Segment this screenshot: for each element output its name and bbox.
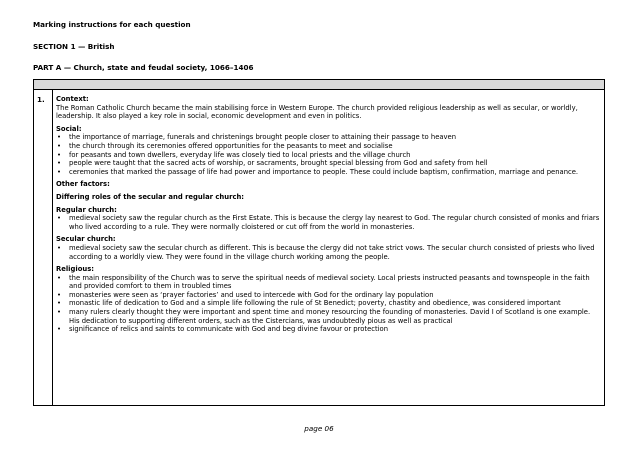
social-list — [56, 133, 602, 176]
social-heading: Social: — [56, 124, 82, 133]
list-item: • medieval society saw the regular church as the First Estate. This is because the clergy lay nearest to God. The regular church consisted of monks and friars who lived according to a rule. They were normally cloistered or cut off from the world in monasteries. — [56, 214, 602, 231]
context-text: The Roman Catholic Church became the main stabilising force in Western Europe. The church provided religious leadership as well as secular, or worldly, leadership. It also played a key role in social, economic development and even in politics. — [56, 103, 578, 121]
regular-church-heading: Regular church: — [56, 205, 117, 214]
list-item: • monastic life of dedication to God and a simple life following the rule of St Benedict; poverty, chastity and obedience, was considered important — [56, 299, 602, 308]
list-item: • for peasants and town dwellers, everyday life was closely tied to local priests and the village church — [56, 151, 602, 160]
doc-title: Marking instructions for each question — [33, 20, 191, 29]
table-header-row — [34, 80, 604, 90]
list-item: • medieval society saw the secular church as different. This is because the clergy did not take strict vows. The secular church consisted of priests who lived according to a worldly view. They were found in the village church working among the people. — [56, 244, 602, 261]
secular-church-list — [56, 244, 602, 261]
other-factors-heading: Other factors: — [56, 180, 110, 189]
question-content — [56, 95, 602, 334]
secular-church-heading: Secular church: — [56, 235, 116, 244]
part-heading: PART A — Church, state and feudal society, 1066–1406 — [33, 63, 254, 72]
list-item: • many rulers clearly thought they were important and spent time and money resourcing the founding of monasteries. David I of Scotland is one example. His dedication to supporting different orders, such as the Cistercians, was undoubtedly pious as well as practical — [56, 308, 602, 325]
religious-heading: Religious: — [56, 265, 94, 274]
list-item: • monasteries were seen as ‘prayer factories’ and used to intercede with God for the ordinary lay population — [56, 291, 602, 300]
list-item: • the main responsibility of the Church was to serve the spiritual needs of medieval society. Local priests instructed peasants and townspeople in the faith and provided comfort to them in troubled times — [56, 274, 602, 291]
list-item: • the importance of marriage, funerals and christenings brought people closer to attaining their passage to heaven — [56, 133, 602, 142]
list-item: • ceremonies that marked the passage of life had power and importance to people. These could include baptism, confirmation, marriage and penance. — [56, 168, 602, 177]
regular-church-list — [56, 214, 602, 231]
list-item: • the church through its ceremonies offered opportunities for the peasants to meet and socialise — [56, 142, 602, 151]
section-heading: SECTION 1 — British — [33, 42, 115, 51]
religious-list — [56, 274, 602, 334]
column-divider — [52, 90, 53, 406]
list-item: • significance of relics and saints to communicate with God and beg divine favour or protection — [56, 325, 602, 334]
differing-roles-heading: Differing roles of the secular and regular church: — [56, 192, 245, 201]
question-number: 1. — [37, 95, 45, 104]
context-heading: Context: — [56, 95, 89, 103]
marking-table — [33, 79, 605, 406]
page-number: page 06 — [304, 424, 334, 433]
list-item: • people were taught that the sacred acts of worship, or sacraments, brought special blessing from God and safety from hell — [56, 159, 602, 168]
